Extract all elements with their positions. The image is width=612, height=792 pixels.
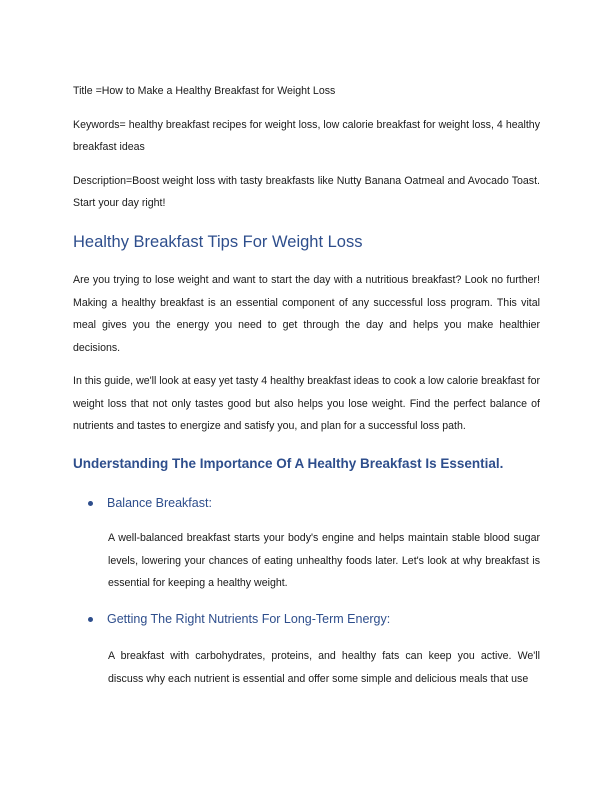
meta-title: Title =How to Make a Healthy Breakfast for Weight Loss [73, 85, 336, 97]
bullet-item [88, 494, 540, 512]
bullet-icon [88, 617, 93, 622]
bullet-label: Getting The Right Nutrients For Long-Term Energy: [107, 612, 391, 626]
bullet-item [88, 610, 540, 628]
bullet-icon [88, 501, 93, 506]
intro-paragraph-2: In this guide, we'll look at easy yet tasty 4 healthy breakfast ideas to cook a low calorie breakfast for weight loss that not only tastes good but also helps you lose weight. Find the perfect balance of nutrients and tastes to energize and satisfy you, and plan for a successful loss path. [73, 375, 540, 432]
bullet-text: A well-balanced breakfast starts your body's engine and helps maintain stable blood sugar levels, lowering your chances of eating unhealthy foods later. Let's look at why breakfast is essential for keeping a healthy weight. [108, 532, 540, 589]
bullet-label: Balance Breakfast: [107, 496, 212, 510]
intro-paragraph-1: Are you trying to lose weight and want to start the day with a nutritious breakfast? Look no further! Making a healthy breakfast is an essential component of any successful loss program. This vital meal gives you the energy you need to get through the day and helps you make healthier decisions. [73, 274, 540, 354]
bullet-text: A breakfast with carbohydrates, proteins, and healthy fats can keep you active. We'll discuss why each nutrient is essential and offer some simple and delicious meals that use [108, 650, 540, 685]
section-heading: Understanding The Importance Of A Healthy Breakfast Is Essential. [73, 456, 504, 471]
article-heading: Healthy Breakfast Tips For Weight Loss [73, 233, 363, 251]
meta-description: Description=Boost weight loss with tasty breakfasts like Nutty Banana Oatmeal and Avocado Toast. Start your day right! [73, 175, 540, 209]
meta-keywords: Keywords= healthy breakfast recipes for weight loss, low calorie breakfast for weight loss, 4 healthy breakfast ideas [73, 119, 540, 153]
